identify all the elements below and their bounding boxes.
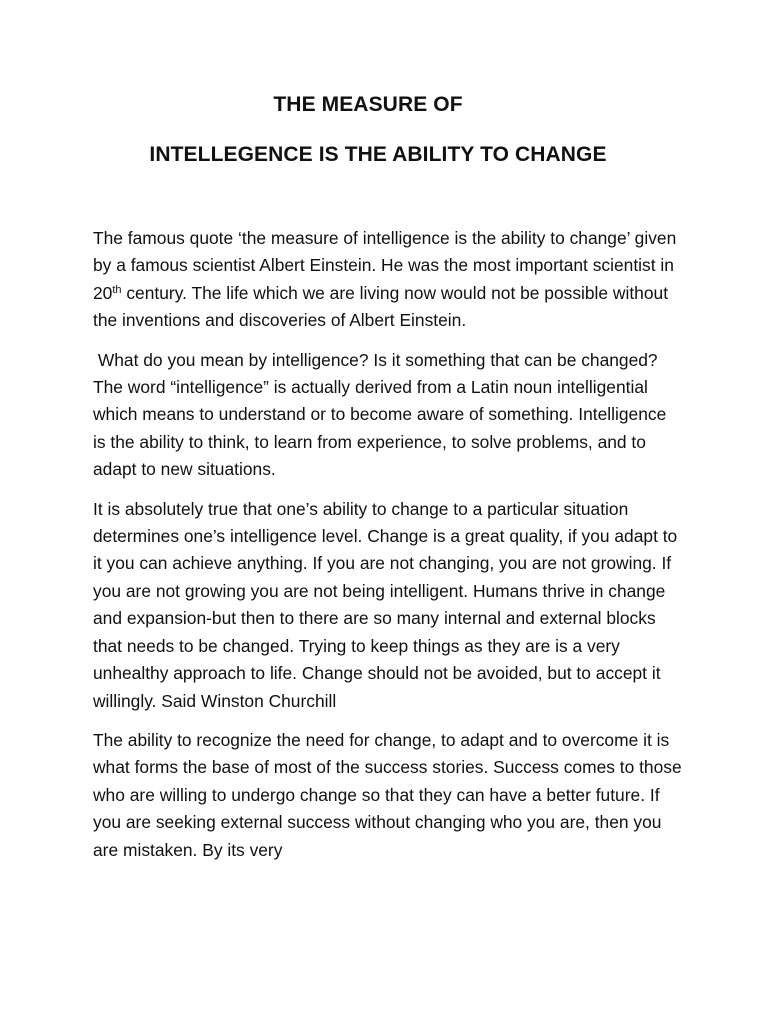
paragraph-2: What do you mean by intelligence? Is it something that can be changed? The word “intelligence” is actually derived from a Latin noun intelligential which means to understand or to become aware of something. Intelligence is the ability to think, to learn from experience, to solve problems, and to adapt to new situations. xyxy=(93,349,672,480)
paragraph-1-text-b: century. The life which we are living now would not be possible without the inventions and discoveries of Albert Einstein. xyxy=(93,282,669,331)
title-line-1: THE MEASURE OF xyxy=(273,93,463,116)
paragraph-3: It is absolutely true that one’s ability to change to a particular situation determines one’s intelligence level. Change is a great quality, if you adapt to it you can achieve anything. If you are not changing, you are not growing. If you are not growing you are not being intelligent. Humans thrive in change and expansion-but then to there are so many internal and external blocks that needs to be changed. Trying to keep things as they are is a very unhealthy approach to life. Change should not be avoided, but to accept it willingly. Said Winston Churchill xyxy=(93,498,678,711)
document-body xyxy=(93,225,683,876)
superscript-th: th xyxy=(112,283,122,296)
paragraph-1-text-a: The famous quote ‘the measure of intelligence is the ability to change’ given by a famous scientist Albert Einstein. He was the most important scientist in 20 xyxy=(93,228,677,303)
paragraph-1 xyxy=(93,225,683,335)
paragraph-4: The ability to recognize the need for change, to adapt and to overcome it is what forms the base of most of the success stories. Success comes to those who are willing to undergo change so that they can have a better future. If you are seeking external success without changing who you are, then you are mistaken. By its very xyxy=(93,729,682,860)
title-line-2: INTELLEGENCE IS THE ABILITY TO CHANGE xyxy=(149,143,607,166)
